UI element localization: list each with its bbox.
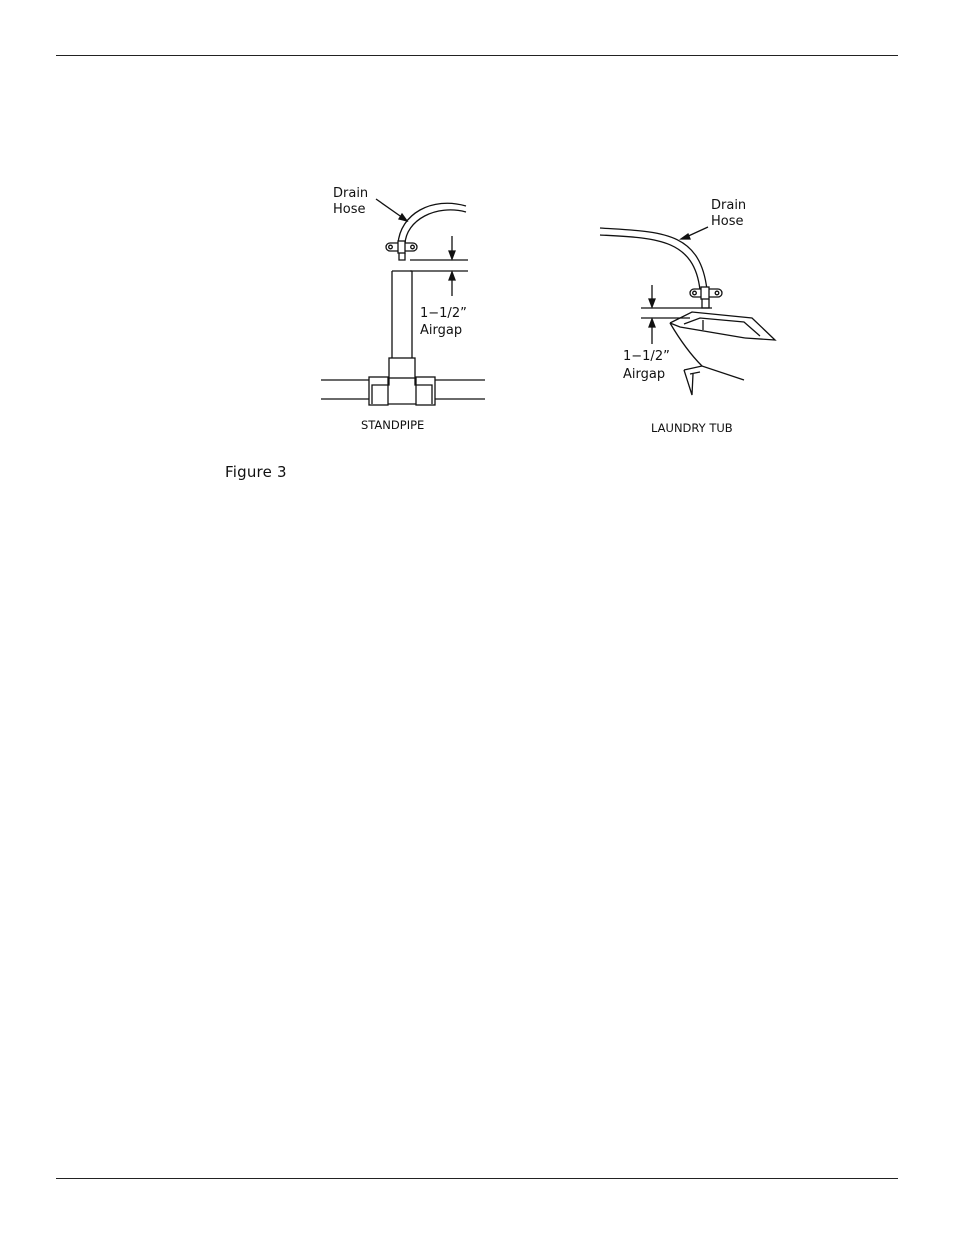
standpipe-hose-label-line2: Hose	[333, 202, 366, 217]
standpipe-pipe	[389, 271, 415, 378]
laundry-tub-airgap-label-line2: Airgap	[623, 367, 666, 382]
laundry-tub-hose-label-line2: Hose	[711, 214, 744, 229]
laundry-tub-hose-tip	[702, 299, 709, 308]
laundry-tub-hose-leader-arrow	[681, 234, 690, 239]
laundry-tub-title: LAUNDRY TUB	[651, 421, 733, 435]
laundry-tub-body	[670, 323, 744, 395]
standpipe-airgap-label-line2: Airgap	[420, 323, 463, 338]
standpipe-hose-tip	[399, 253, 405, 260]
standpipe-tee	[369, 377, 435, 405]
standpipe-title: STANDPIPE	[361, 418, 425, 432]
laundry-tub-hose-label-line1: Drain	[711, 198, 747, 213]
laundry-tub-hose-clamp	[690, 287, 722, 299]
standpipe-illustration	[321, 199, 485, 405]
footer-rule	[56, 1178, 898, 1179]
standpipe-drain-hose	[398, 203, 466, 244]
laundry-tub-drain-hose	[600, 228, 707, 290]
drain-airgap-figure	[0, 0, 954, 500]
standpipe-airgap-label-line1: 1−1/2”	[420, 306, 467, 321]
standpipe-hose-leader	[376, 199, 403, 218]
standpipe-airgap-dimension	[410, 236, 468, 296]
laundry-tub-rim	[670, 312, 775, 340]
standpipe-hose-leader-arrow	[399, 214, 407, 221]
standpipe-drain-line	[321, 380, 485, 399]
figure-caption: Figure 3	[225, 463, 287, 481]
laundry-tub-airgap-label-line1: 1−1/2”	[623, 349, 670, 364]
standpipe-hose-clamp	[386, 241, 417, 253]
standpipe-hose-label-line1: Drain	[333, 186, 369, 201]
